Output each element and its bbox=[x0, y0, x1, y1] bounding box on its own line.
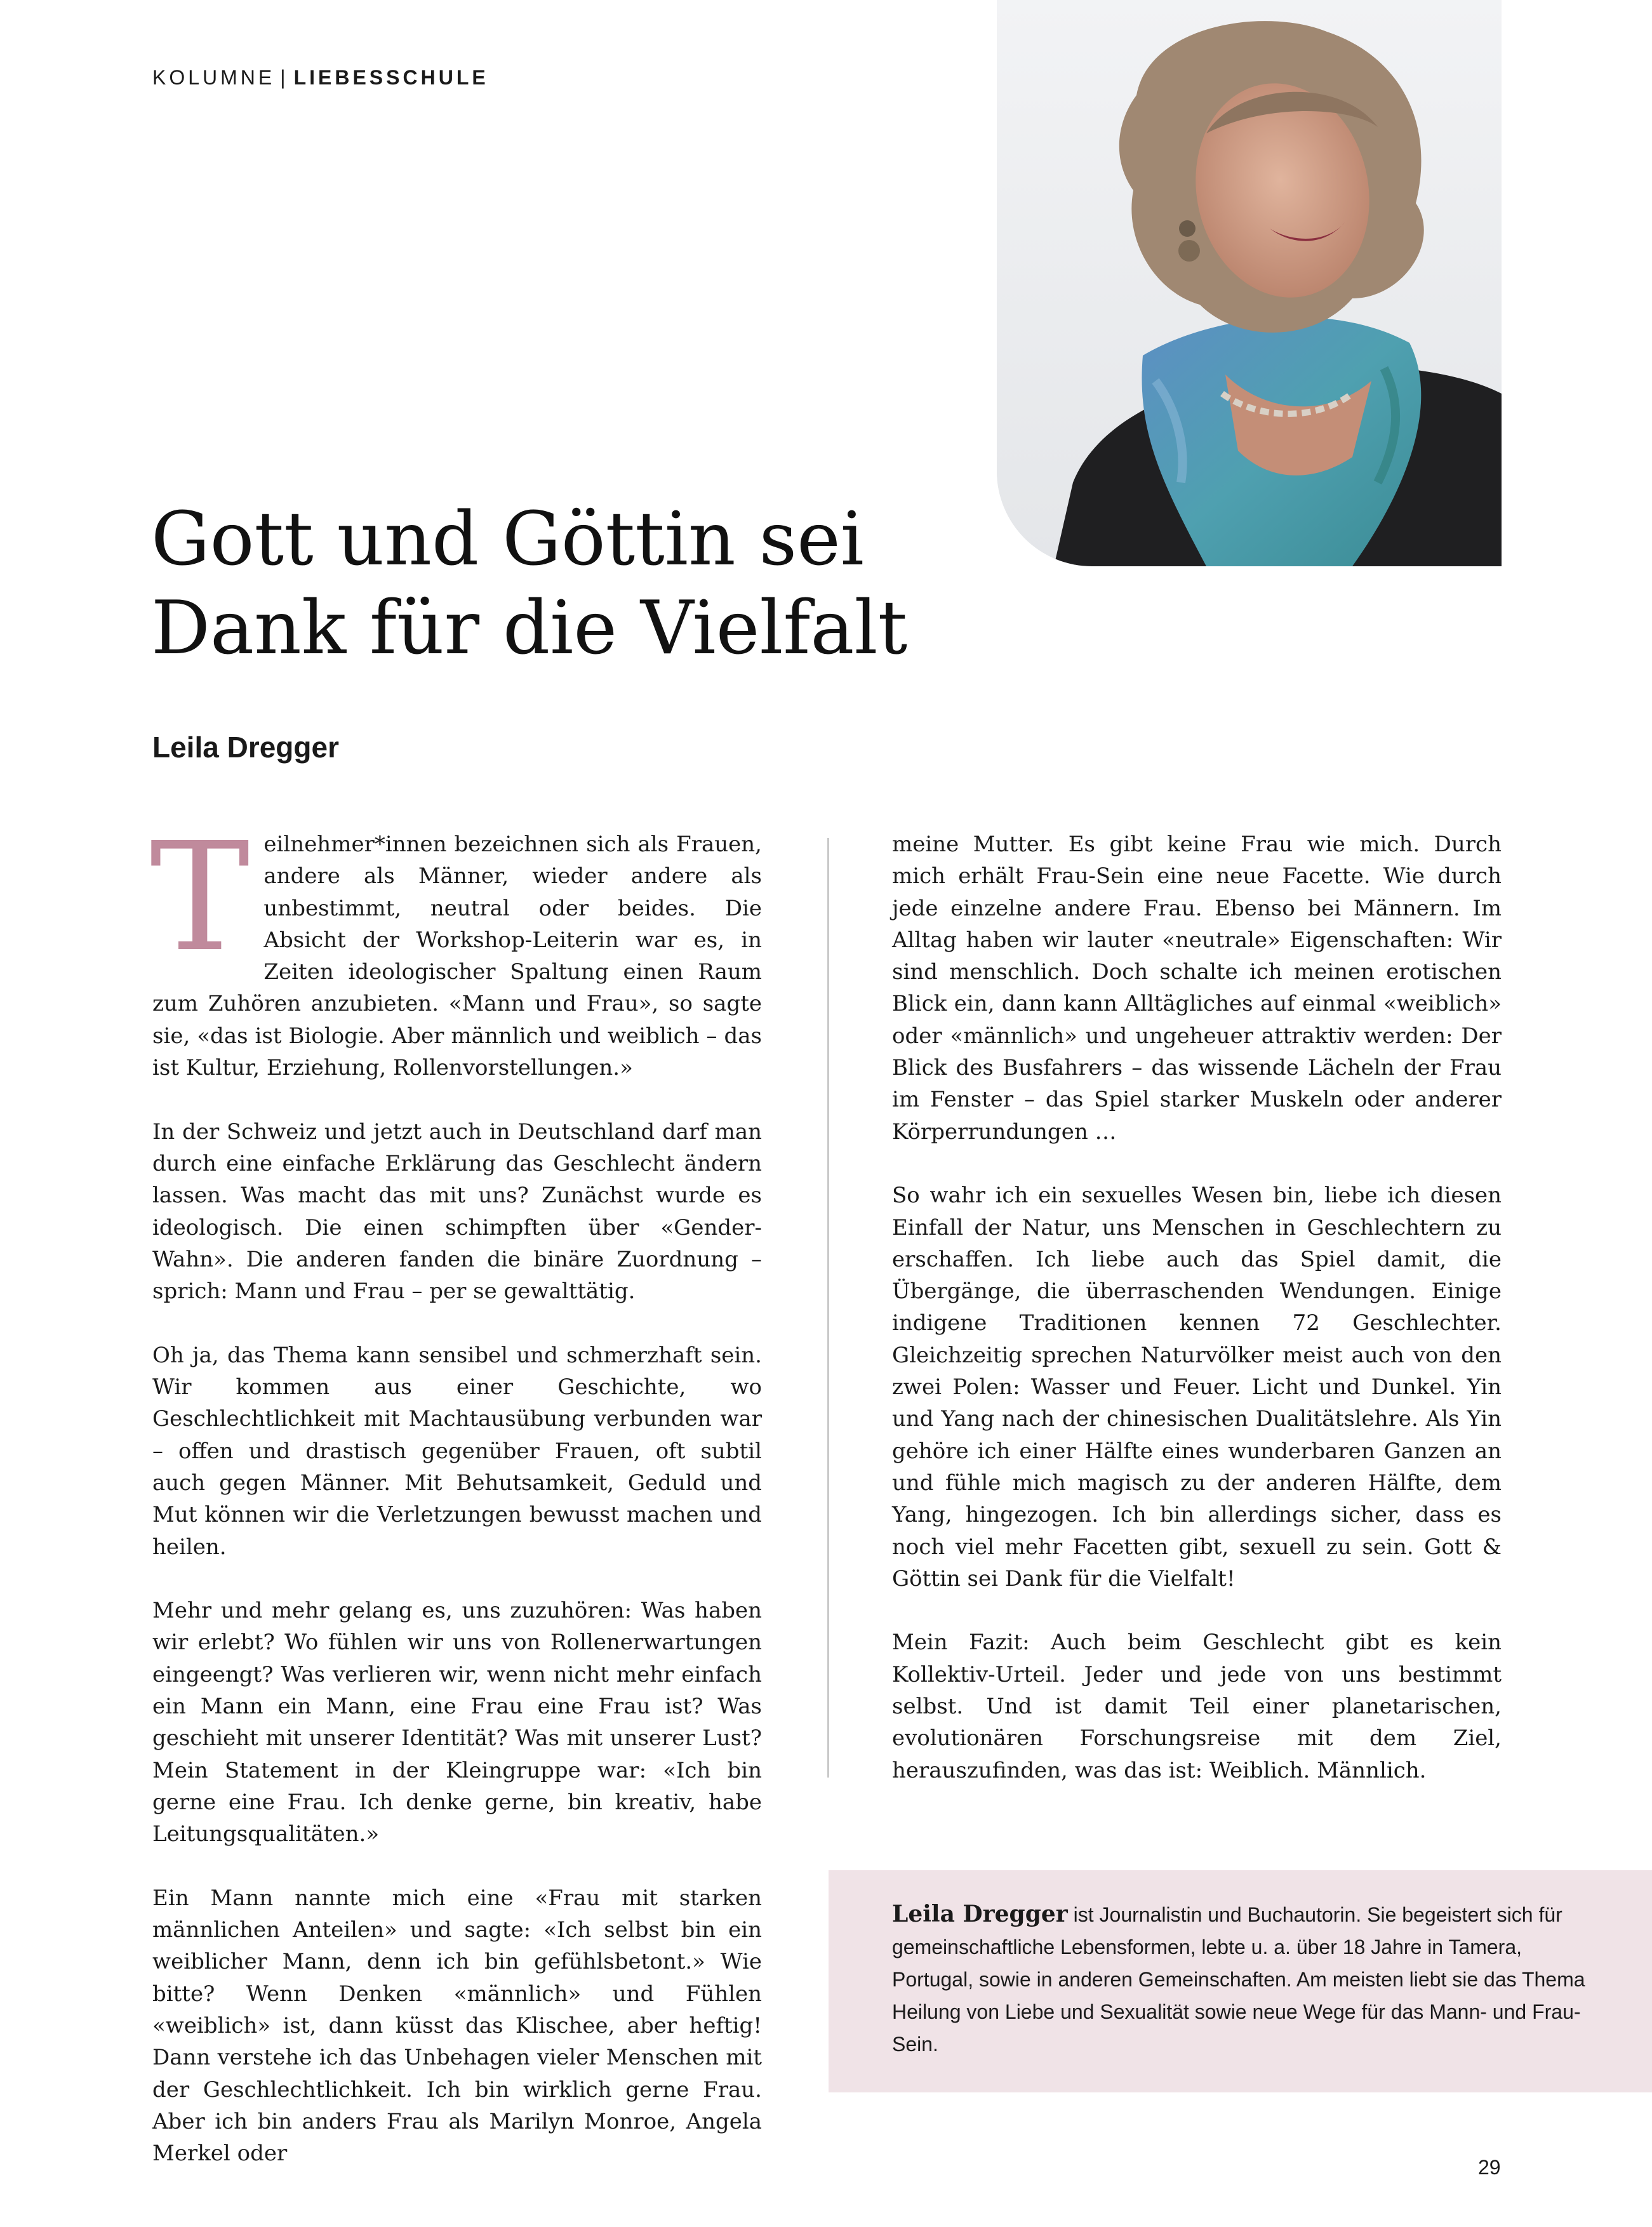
drop-cap: T bbox=[150, 810, 250, 985]
portrait-illustration bbox=[997, 0, 1502, 566]
portrait-photo bbox=[997, 0, 1502, 566]
paragraph-text: eilnehmer*innen bezeichnen sich als Frauen, andere als Männer, wieder andere als unbestimmt, neutral oder beides. Die Absicht der Workshop-Leiterin war es, in Zeiten ideologischer Spaltung einen Raum zum Zuhören anzubieten. «Mann und Frau», so sagte sie, «das ist Biologie. Aber männlich und weiblich – das ist Kultur, Erziehung, Rollenvorstellungen.» bbox=[152, 832, 762, 1081]
body-column-right bbox=[892, 828, 1502, 1786]
body-paragraph: Oh ja, das Thema kann sensibel und schmerzhaft sein. Wir kommen aus einer Geschichte, wo Geschlechtlichkeit mit Machtausübung verbunden war – offen und drastisch gegenüber Frauen, oft subtil auch gegen Männer. Mit Behutsamkeit, Geduld und Mut können wir die Verletzungen bewusst machen und heilen. bbox=[152, 1342, 762, 1560]
author-bio-box bbox=[829, 1870, 1652, 2092]
body-paragraph bbox=[150, 810, 762, 1084]
page-number: 29 bbox=[1478, 2156, 1501, 2179]
bio-author-name: Leila Dregger bbox=[892, 1901, 1068, 1927]
article-title-line-1: Gott und Göttin sei bbox=[151, 496, 864, 582]
kicker-separator: | bbox=[280, 66, 289, 89]
body-paragraph: meine Mutter. Es gibt keine Frau wie mich. Durch mich erhält Frau-Sein eine neue Facette. Wie durch jede einzelne andere Frau. Ebenso bei Männern. Im Alltag haben wir lauter «neutrale» Eigenschaften: Wir sind menschlich. Doch schalte ich meinen erotischen Blick ein, dann kann Alltägliches auf einmal «weiblich» oder «männlich» und ungeheuer attraktiv werden: Der Blick des Busfahrers – das wissende Lächeln der Frau im Fenster – das Spiel starker Muskeln oder anderer Körperrundungen … bbox=[892, 832, 1502, 1145]
kicker-section: KOLUMNE bbox=[152, 66, 276, 89]
body-paragraph: So wahr ich ein sexuelles Wesen bin, liebe ich diesen Einfall der Natur, uns Menschen in Geschlechtern zu erschaffen. Ich liebe auch das Spiel damit, die Übergänge, die überraschenden Wendungen. Einige indigene Traditionen kennen 72 Geschlechter. Gleichzeitig sprechen Naturvölker meist auch von den zwei Polen: Wasser und Feuer. Licht und Dunkel. Yin und Yang nach der chinesischen Dualitätslehre. Als Yin gehöre ich einer Hälfte eines wunderbaren Ganzen an und fühle mich magisch zu der anderen Hälfte, dem Yang, hingezogen. Ich bin allerdings sicher, dass es noch viel mehr Facetten gibt, sexuell zu sein. Gott & Göttin sei Dank für die Vielfalt! bbox=[892, 1183, 1502, 1592]
bio-text: ist Journalistin und Buchautorin. Sie begeistert sich für gemeinschaftliche Lebensformen, lebte u. a. über 18 Jahre in Tamera, Portugal, sowie in anderen Gemeinschaften. Am meisten liebt sie das Thema Heilung von Liebe und Sexualität sowie neue Wege für das Mann- und Frau-Sein. bbox=[892, 1903, 1585, 2056]
article-title-line-2: Dank für die Vielfalt bbox=[151, 585, 908, 671]
body-paragraph: Mehr und mehr gelang es, uns zuzuhören: Was haben wir erlebt? Wo fühlen wir uns von Rollenerwartungen eingeengt? Was verlieren wir, wenn nicht mehr einfach ein Mann ein Mann, eine Frau eine Frau ist? Was geschieht mit unserer Identität? Was mit unserer Lust? Mein Statement in der Kleingruppe war: «Ich bin gerne eine Frau. Ich denke gerne, bin kreativ, habe Leitungsqualitäten.» bbox=[152, 1598, 762, 1847]
article-title bbox=[151, 495, 976, 673]
body-column-left bbox=[150, 810, 762, 2169]
column-kicker bbox=[152, 66, 489, 90]
body-paragraph: In der Schweiz und jetzt auch in Deutschland darf man durch eine einfache Erklärung das Geschlecht ändern lassen. Was macht das mit uns? Zunächst wurde es ideologisch. Die einen schimpften über «Gender-Wahn». Die anderen fanden die binäre Zuordnung – sprich: Mann und Frau – per se gewalttätig. bbox=[152, 1119, 762, 1305]
kicker-topic: LIEBESSCHULE bbox=[293, 66, 489, 89]
body-paragraph: Ein Mann nannte mich eine «Frau mit starken männlichen Anteilen» und sagte: «Ich selbst bin ein weiblicher Mann, denn ich bin gefühlsbetont.» Wie bitte? Wenn Denken «männlich» und Fühlen «weiblich» ist, dann küsst das Klischee, aber heftig! Dann verstehe ich das Unbehagen vieler Menschen mit der Geschlechtlichkeit. Ich bin wirklich gerne Frau. Aber ich bin anders Frau als Marilyn Monroe, Angela Merkel oder bbox=[152, 1885, 762, 2167]
body-paragraph: Mein Fazit: Auch beim Geschlecht gibt es kein Kollektiv-Urteil. Jeder und jede von uns bestimmt selbst. Und ist damit Teil einer planetarischen, evolutionären Forschungsreise mit dem Ziel, herauszufinden, was das ist: Weiblich. Männlich. bbox=[892, 1630, 1502, 1783]
author-byline: Leila Dregger bbox=[152, 731, 339, 764]
column-divider bbox=[827, 838, 829, 1778]
